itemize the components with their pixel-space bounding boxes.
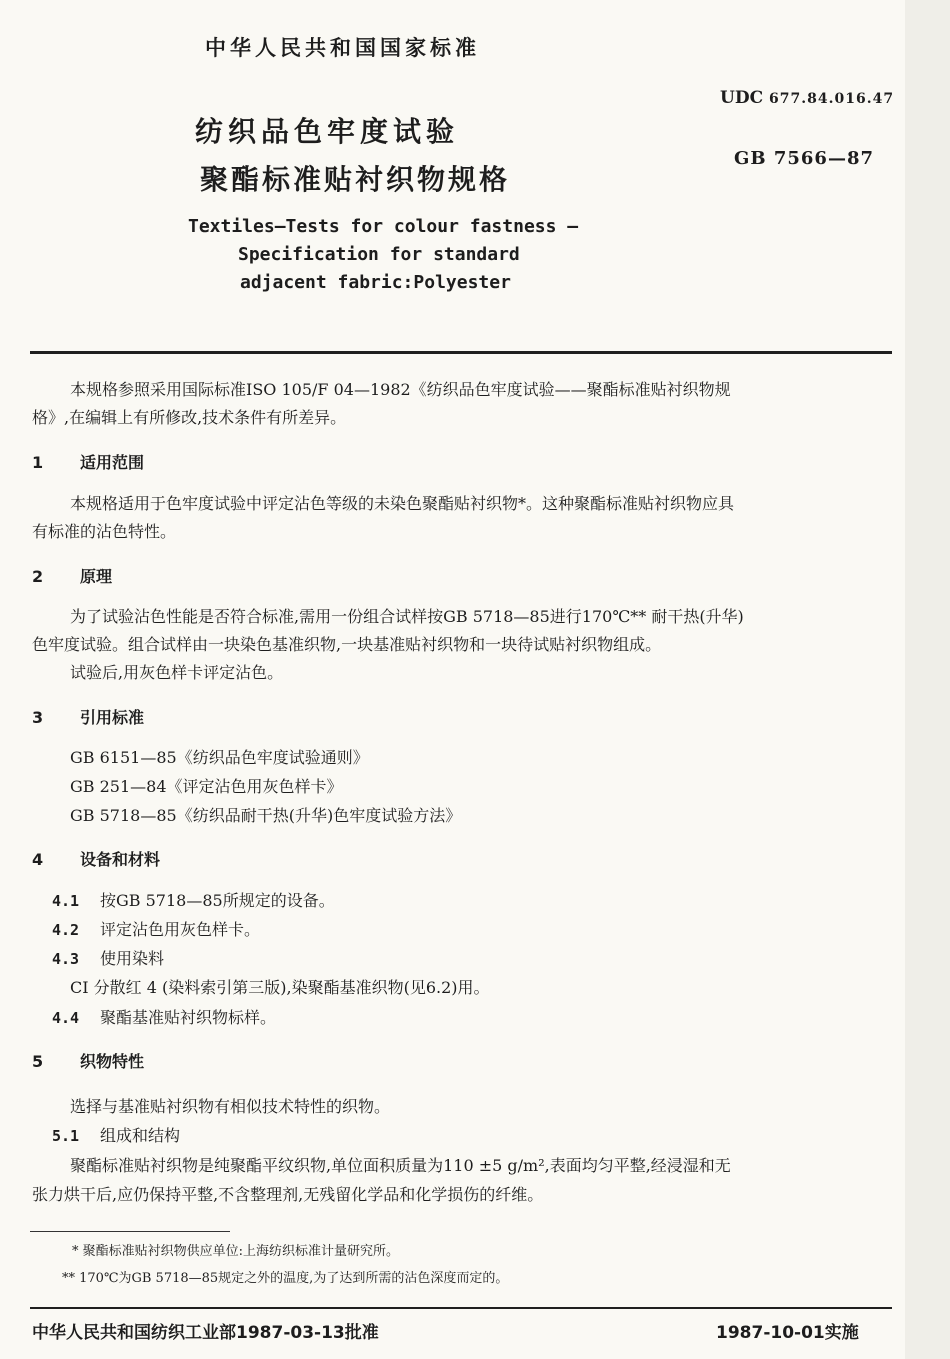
item-4-4-text: 聚酯基准贴衬织物标样。 [100, 1008, 277, 1027]
item-4-4-number: 4.4 [52, 1009, 80, 1027]
udc-label: UDC [720, 88, 764, 108]
section-3-number: 3 [32, 708, 44, 727]
item-5-1-title: 组成和结构 [100, 1126, 181, 1145]
title-cn-line1: 纺织品色牢度试验 [195, 115, 460, 148]
approval-line: 中华人民共和国纺织工业部1987-03-13批准 [32, 1323, 379, 1343]
item-5-1-number: 5.1 [52, 1127, 80, 1145]
title-en-line3: adjacent fabric:Polyester [240, 272, 511, 293]
standard-header: 中华人民共和国国家标准 [205, 35, 480, 60]
item-4-3 [52, 944, 164, 974]
section-1-number: 1 [32, 453, 44, 472]
scan-edge [905, 0, 950, 1359]
section-3-heading [32, 705, 144, 728]
implementation-date: 1987-10-01实施 [716, 1323, 859, 1343]
intro-line1: 本规格参照采用国际标准ISO 105/F 04—1982《纺织品色牢度试验——聚酯标准贴衬织物规 [70, 380, 731, 399]
item-4-2 [52, 915, 260, 945]
reference-1: GB 6151—85《纺织品色牢度试验通则》 [70, 748, 369, 767]
section-2-title: 原理 [80, 567, 113, 586]
section-2-text-line1: 为了试验沾色性能是否符合标准,需用一份组合试样按GB 5718—85进行170℃** 耐干热(升华) [70, 607, 744, 626]
reference-3: GB 5718—85《纺织品耐干热(升华)色牢度试验方法》 [70, 806, 462, 825]
item-4-1 [52, 886, 335, 916]
section-4-number: 4 [32, 850, 44, 869]
footnote-1: * 聚酯标准贴衬织物供应单位:上海纺织标准计量研究所。 [72, 1244, 400, 1259]
title-en-line2: Specification for standard [238, 244, 520, 265]
item-5-1-text-line2: 张力烘干后,应仍保持平整,不含整理剂,无残留化学品和化学损伤的纤维。 [32, 1185, 544, 1204]
item-5-1-text-line1: 聚酯标准贴衬织物是纯聚酯平纹织物,单位面积质量为110 ±5 g/m²,表面均匀平整,经浸湿和无 [70, 1156, 731, 1175]
reference-2: GB 251—84《评定沾色用灰色样卡》 [70, 777, 343, 796]
section-5-text: 选择与基准贴衬织物有相似技术特性的织物。 [70, 1097, 391, 1116]
item-4-3-number: 4.3 [52, 950, 80, 968]
udc-number [720, 88, 894, 108]
section-1-title: 适用范围 [80, 453, 145, 472]
gb-number: GB 7566—87 [734, 148, 874, 169]
item-4-1-text: 按GB 5718—85所规定的设备。 [100, 891, 335, 910]
item-4-1-number: 4.1 [52, 892, 80, 910]
section-1-text-line1: 本规格适用于色牢度试验中评定沾色等级的未染色聚酯贴衬织物*。这种聚酯标准贴衬织物应具 [70, 494, 735, 513]
title-en-line1: Textiles—Tests for colour fastness — [188, 216, 579, 237]
header-divider [30, 351, 892, 354]
section-4-title: 设备和材料 [80, 850, 161, 869]
item-4-3-detail: CI 分散红 4 (染料索引第三版),染聚酯基准织物(见6.2)用。 [70, 978, 490, 997]
section-5-title: 织物特性 [80, 1052, 145, 1071]
section-3-title: 引用标准 [80, 708, 145, 727]
item-4-3-text: 使用染料 [100, 949, 165, 968]
item-4-2-text: 评定沾色用灰色样卡。 [100, 920, 261, 939]
intro-line2: 格》,在编辑上有所修改,技术条件有所差异。 [32, 408, 347, 427]
footnote-2: ** 170℃为GB 5718—85规定之外的温度,为了达到所需的沾色深度而定的。 [62, 1271, 509, 1286]
section-5-heading [32, 1049, 144, 1072]
section-2-heading [32, 564, 112, 587]
section-5-number: 5 [32, 1052, 44, 1071]
footnote-divider [30, 1231, 230, 1232]
section-2-text-line2: 色牢度试验。组合试样由一块染色基准织物,一块基准贴衬织物和一块待试贴衬织物组成。 [32, 635, 662, 654]
section-1-heading [32, 450, 144, 473]
title-cn-line2: 聚酯标准贴衬织物规格 [200, 163, 511, 196]
udc-code: 677.84.016.47 [769, 91, 895, 107]
section-1-text-line2: 有标准的沾色特性。 [32, 522, 177, 541]
section-2-text-line3: 试验后,用灰色样卡评定沾色。 [70, 663, 284, 682]
footer-divider [30, 1307, 892, 1309]
item-4-2-number: 4.2 [52, 921, 80, 939]
item-4-4 [52, 1003, 276, 1033]
section-4-heading [32, 847, 160, 870]
section-2-number: 2 [32, 567, 44, 586]
item-5-1 [52, 1121, 180, 1151]
